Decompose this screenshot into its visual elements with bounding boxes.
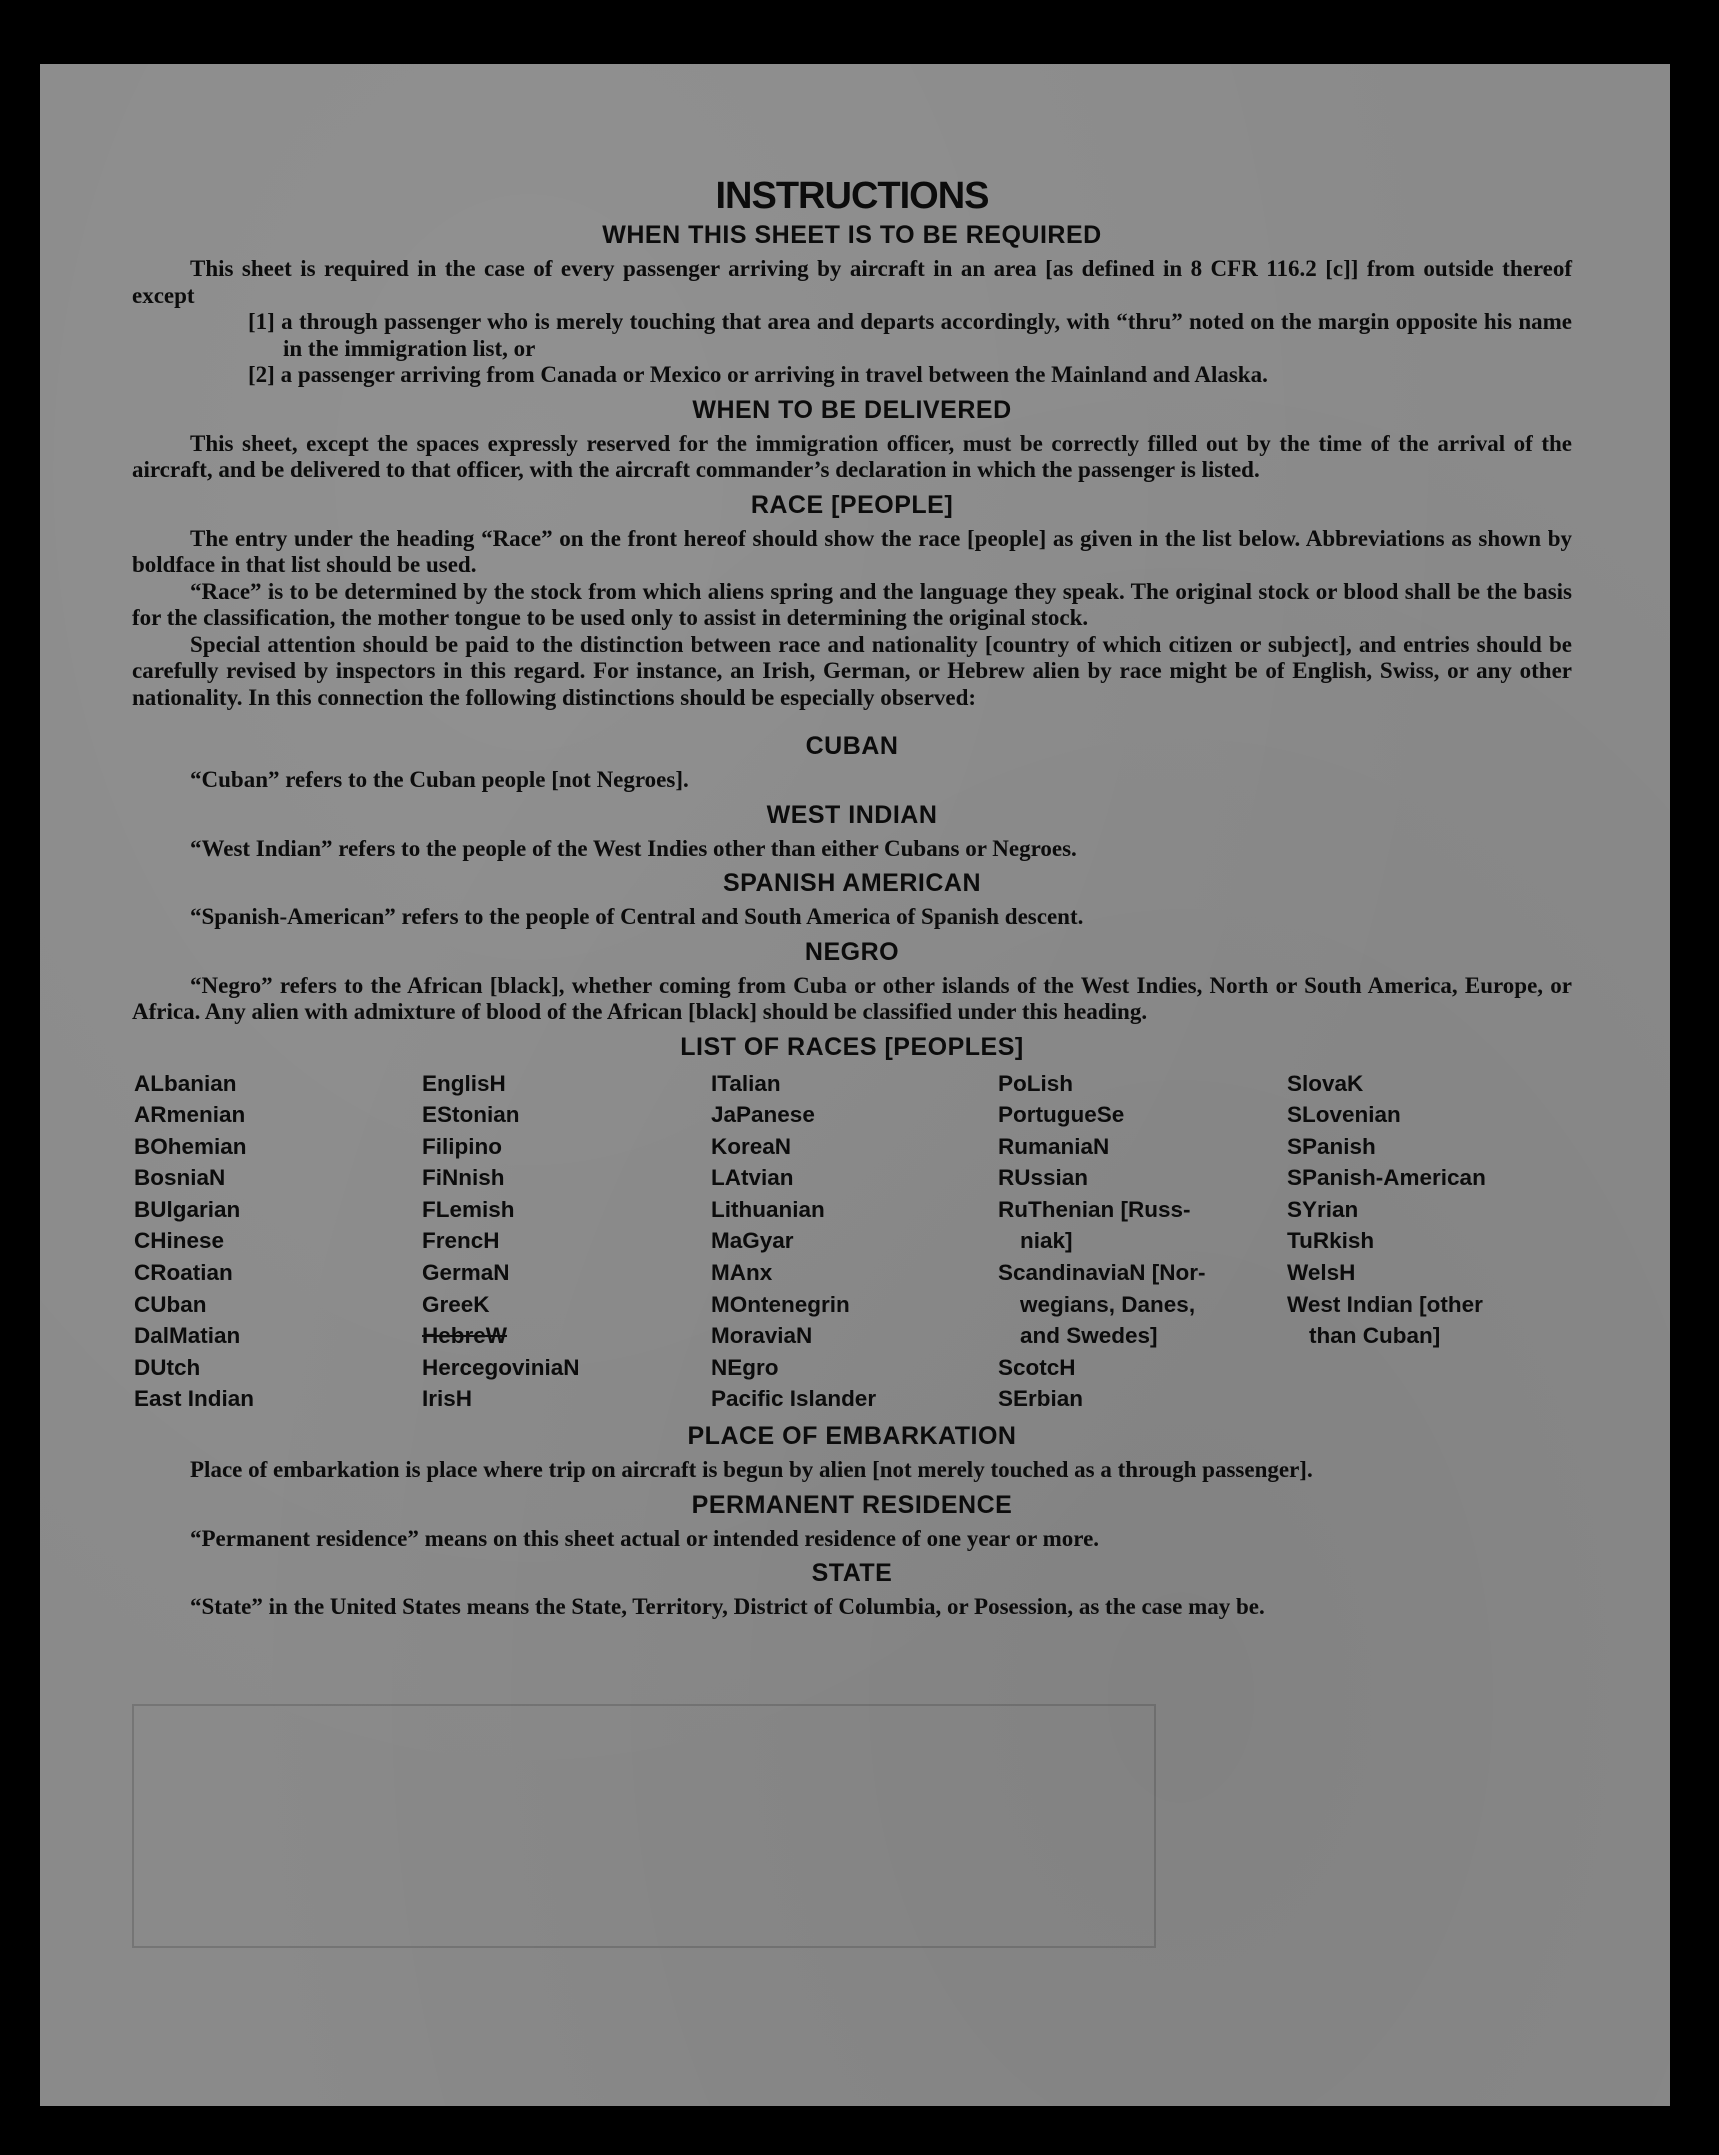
section-negro: [132, 935, 1572, 1026]
text-state: “State” in the United States means the State, Territory, District of Columbia, or Posession, as the case may be.: [190, 1594, 1265, 1620]
race-list-grid: [134, 1068, 1572, 1416]
race-entry: FiNnish: [422, 1165, 505, 1191]
text-negro: “Negro” refers to the African [black], whether coming from Cuba or other islands of the West Indies, North or South America, Europe, or Africa. Any alien with admixture of blood of the African [black] should be classified under this heading.: [132, 972, 1572, 1024]
section-when-required: [132, 218, 1572, 389]
race-entry: Lithuanian: [711, 1196, 825, 1222]
section-west-indian: [132, 798, 1572, 863]
race-entry: PoLish: [998, 1070, 1074, 1096]
race-entry: SYrian: [1287, 1196, 1359, 1222]
race-entry: EStonian: [422, 1102, 520, 1128]
race-entry: TuRkish: [1287, 1228, 1375, 1254]
race-entry: MOntenegrin: [711, 1291, 850, 1317]
race-entry: IrisH: [422, 1386, 473, 1412]
race-entry: ScotcH: [998, 1354, 1076, 1380]
race-entry: GreeK: [422, 1291, 490, 1317]
race-entry: KoreaN: [711, 1133, 792, 1159]
section-cuban: [132, 729, 1572, 794]
race-entry-continuation: and Swedes]: [1020, 1323, 1158, 1349]
text-spanish-american: “Spanish-American” refers to the people of Central and South America of Spanish descent.: [190, 904, 1084, 929]
race-entry: NEgro: [711, 1354, 779, 1380]
race-entry: MaGyar: [711, 1228, 794, 1254]
race-entry: East Indian: [134, 1386, 255, 1412]
race-entry: MAnx: [711, 1260, 773, 1286]
race-entry: BUlgarian: [134, 1196, 241, 1222]
instructions-content: [132, 174, 1572, 1621]
exception-item-2: [2] a passenger arriving from Canada or Mexico or arriving in travel between the Mainland and Alaska.: [248, 362, 1268, 387]
race-entry-continuation: than Cuban]: [1309, 1323, 1441, 1349]
section-list-of-races: [132, 1030, 1572, 1416]
heading-west-indian: WEST INDIAN: [766, 800, 938, 829]
section-spanish-american: [132, 866, 1572, 931]
heading-cuban: CUBAN: [805, 732, 899, 760]
race-entry: SPanish-American: [1287, 1165, 1486, 1191]
section-state: [132, 1556, 1572, 1621]
race-entry: DUtch: [134, 1354, 201, 1380]
race-entry: RumaniaN: [998, 1133, 1110, 1159]
race-entry: FrencH: [422, 1228, 500, 1254]
document-sheet: [40, 64, 1670, 2106]
section-residence: [132, 1488, 1572, 1553]
race-entry: JaPanese: [711, 1102, 815, 1128]
race-entry: Pacific Islander: [711, 1386, 877, 1412]
race-entry: CUban: [134, 1291, 207, 1317]
heading-list-of-races: LIST OF RACES [PEOPLES]: [680, 1032, 1024, 1061]
race-column-4: [998, 1068, 1287, 1416]
race-entry-continuation: wegians, Danes,: [1020, 1291, 1196, 1317]
section-embarkation: [132, 1419, 1572, 1484]
text-embarkation: Place of embarkation is place where trip on aircraft is begun by alien [not merely touched as a through passenger].: [190, 1457, 1313, 1483]
race-entry: RUssian: [998, 1165, 1089, 1191]
heading-when-delivered: WHEN TO BE DELIVERED: [692, 395, 1012, 424]
race-entry: DalMatian: [134, 1323, 241, 1349]
race-entry: MoraviaN: [711, 1323, 813, 1349]
race-entry: West Indian [other: [1287, 1291, 1483, 1317]
race-entry: EnglisH: [422, 1070, 506, 1096]
text-west-indian: “West Indian” refers to the people of the West Indies other than either Cubans or Negroes.: [190, 835, 1077, 861]
race-entry-continuation: niak]: [1020, 1228, 1073, 1254]
race-entry: PortugueSe: [998, 1102, 1125, 1128]
race-entry: CRoatian: [134, 1260, 233, 1286]
text-cuban: “Cuban” refers to the Cuban people [not Negroes].: [190, 767, 689, 792]
race-entry: SlovaK: [1287, 1070, 1364, 1096]
race-paragraph-2: “Race” is to be determined by the stock from which aliens spring and the language they speak. The original stock or blood shall be the basis for the classification, the mother tongue to be used only to assist in determining the original stock.: [132, 578, 1572, 630]
race-entry: CHinese: [134, 1228, 225, 1254]
text-when-delivered: This sheet, except the spaces expressly reserved for the immigration officer, must be correctly filled out by the time of the arrival of the aircraft, and be delivered to that officer, with the aircraft commander’s declaration in which the passenger is listed.: [132, 430, 1572, 482]
text-when-required: This sheet is required in the case of every passenger arriving by aircraft in an area [as defined in 8 CFR 116.2 [c]] from outside thereof except: [132, 256, 1572, 308]
race-entry: GermaN: [422, 1260, 510, 1286]
race-column-5: [1287, 1068, 1574, 1416]
heading-when-required: WHEN THIS SHEET IS TO BE REQUIRED: [602, 221, 1102, 249]
race-entry: BOhemian: [134, 1133, 247, 1159]
race-entry: HercegoviniaN: [422, 1354, 580, 1380]
race-column-3: [711, 1068, 998, 1416]
race-entry: ScandinaviaN [Nor-: [998, 1260, 1206, 1286]
race-entry: ITalian: [711, 1070, 781, 1096]
race-entry: SPanish: [1287, 1133, 1376, 1159]
text-residence: “Permanent residence” means on this sheet actual or intended residence of one year or more.: [190, 1525, 1100, 1551]
race-paragraph-3: Special attention should be paid to the distinction between race and nationality [country of which citizen or subject], and entries should be carefully revised by inspectors in this regard. For instance, an Irish, German, or Hebrew alien by race might be of English, Swiss, or any other nationality. In this connection the following distinctions should be especially observed:: [132, 631, 1572, 710]
race-entry: ALbanian: [134, 1070, 237, 1096]
race-entry: SLovenian: [1287, 1102, 1401, 1128]
race-entry: ARmenian: [134, 1102, 246, 1128]
heading-spanish-american: SPANISH AMERICAN: [722, 869, 981, 897]
race-entry: BosniaN: [134, 1165, 226, 1191]
heading-embarkation: PLACE OF EMBARKATION: [687, 1422, 1017, 1451]
heading-state: STATE: [811, 1559, 893, 1588]
race-entry: LAtvian: [711, 1165, 794, 1191]
page-title: INSTRUCTIONS: [715, 175, 989, 217]
race-entry: RuThenian [Russ-: [998, 1196, 1191, 1222]
race-entry-struck: HebreW: [422, 1323, 508, 1349]
race-entry: SErbian: [998, 1386, 1084, 1412]
race-column-1: [134, 1068, 422, 1416]
heading-residence: PERMANENT RESIDENCE: [691, 1490, 1013, 1519]
race-entry: WelsH: [1287, 1260, 1356, 1286]
race-entry: FLemish: [422, 1196, 515, 1222]
race-paragraph-1: The entry under the heading “Race” on the front hereof should show the race [people] as given in the list below. Abbreviations as shown by boldface in that list should be used.: [132, 525, 1572, 577]
race-column-2: [422, 1068, 711, 1416]
section-race: [132, 488, 1572, 712]
heading-negro: NEGRO: [804, 937, 900, 966]
race-entry: Filipino: [422, 1133, 502, 1159]
section-when-delivered: [132, 393, 1572, 484]
heading-race: RACE [PEOPLE]: [750, 490, 954, 519]
exception-item-1: [1] a through passenger who is merely touching that area and departs accordingly, with “thru” noted on the margin opposite his name in the immigration list, or: [248, 309, 1572, 361]
bleed-through-frame: [132, 1704, 1156, 1948]
